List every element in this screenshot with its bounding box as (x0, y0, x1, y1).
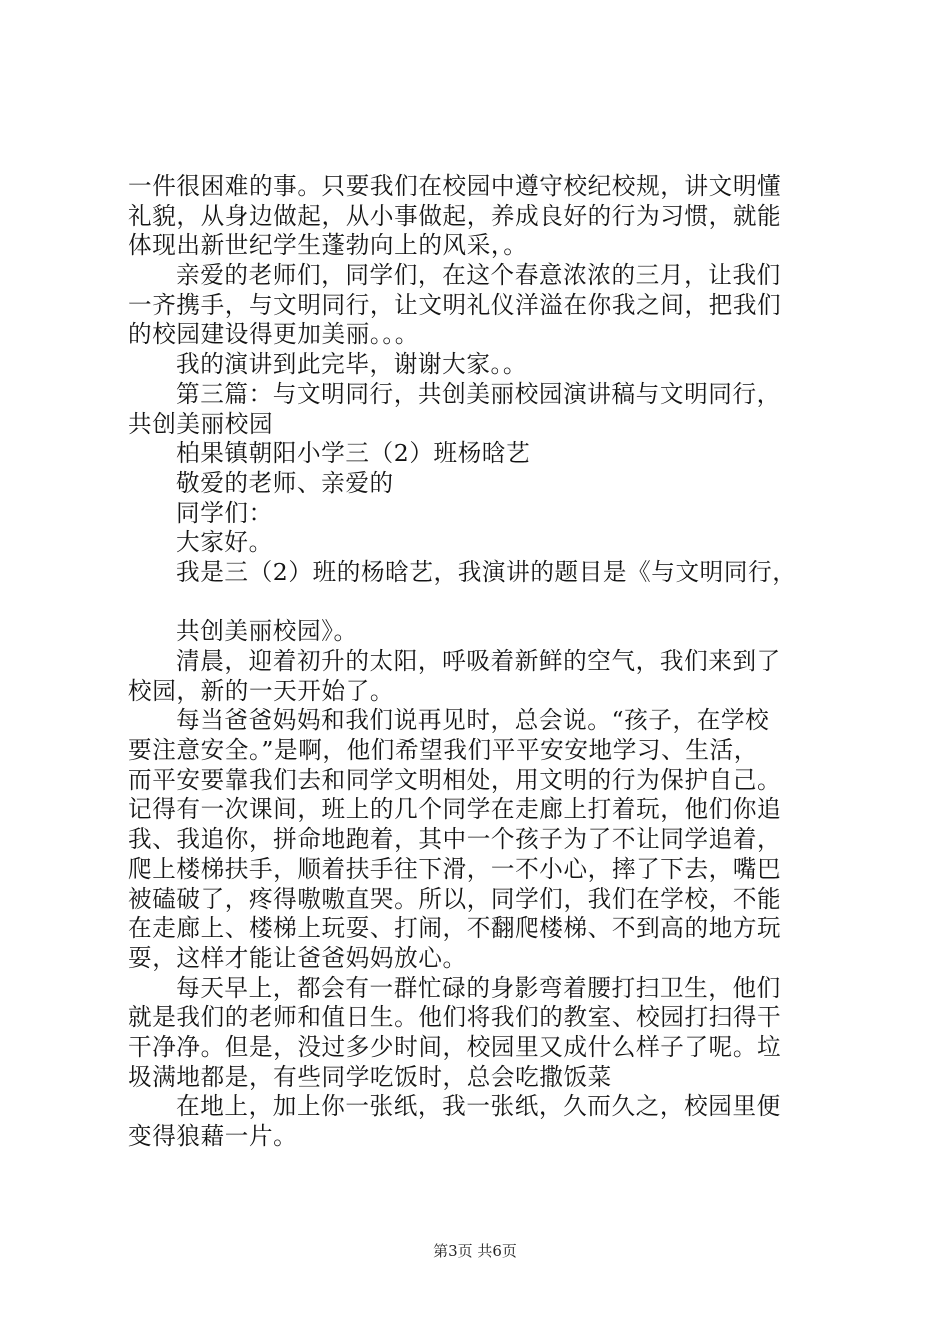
text-line: 的校园建设得更加美丽。。。 (128, 320, 419, 349)
text-line: 每当爸爸妈妈和我们说再见时，总会说。“孩子，在学校 (176, 706, 770, 735)
page-number: 第3页 共6页 (433, 1242, 517, 1260)
greeting-line: 大家好。 (176, 528, 273, 557)
text-line: 变得狼藉一片。 (128, 1122, 298, 1150)
document-body (128, 172, 834, 1152)
section-heading: 共创美丽校园 (128, 409, 274, 438)
text-line: 礼貌，从身边做起，从小事做起，养成良好的行为习惯，就能 (128, 201, 782, 230)
text-line: 一件很困难的事。只要我们在校园中遵守校纪校规，讲文明懂 (128, 172, 782, 200)
text-line: 被磕破了，疼得嗷嗷直哭。所以，同学们，我们在学校，不能 (128, 884, 782, 913)
text-line: 校园，新的一天开始了。 (128, 676, 395, 705)
text-line: 就是我们的老师和值日生。他们将我们的教室、校园打扫得干 (128, 1003, 782, 1032)
text-line: 清晨，迎着初升的太阳，呼吸着新鲜的空气，我们来到了 (176, 647, 781, 675)
author-line: 柏果镇朝阳小学三（2）班杨晗艺 (176, 439, 531, 468)
text-line: 干净净。但是，没过多少时间，校园里又成什么样子了呢。垃 (128, 1032, 782, 1061)
text-line: 要注意安全。”是啊，他们希望我们平平安安地学习、生活， (128, 736, 758, 765)
text-line: 耍，这样才能让爸爸妈妈放心。 (128, 943, 467, 972)
text-line: 一齐携手，与文明同行，让文明礼仪洋溢在你我之间，把我们 (128, 290, 782, 319)
text-line: 每天早上，都会有一群忙碌的身影弯着腰打扫卫生，他们 (176, 973, 781, 1002)
text-line: 在走廊上、楼梯上玩耍、打闹，不翻爬楼梯、不到高的地方玩 (128, 914, 782, 943)
text-line: 我是三（2）班的杨晗艺，我演讲的题目是《与文明同行， (176, 557, 797, 586)
text-line: 我的演讲到此完毕，谢谢大家。。 (176, 350, 528, 379)
salutation-line: 敬爱的老师、亲爱的 (176, 468, 394, 497)
section-heading: 第三篇：与文明同行，共创美丽校园演讲稿与文明同行， (176, 379, 781, 408)
text-line: 体现出新世纪学生蓬勃向上的风采，。 (128, 231, 528, 260)
text-line: 共创美丽校园》。 (176, 617, 358, 646)
text-line: 圾满地都是，有些同学吃饭时，总会吃撒饭菜 (128, 1062, 612, 1091)
salutation-line: 同学们： (176, 498, 273, 527)
text-line: 爬上楼梯扶手，顺着扶手往下滑，一不小心，摔了下去，嘴巴 (128, 854, 782, 883)
text-line: 记得有一次课间，班上的几个同学在走廊上打着玩，他们你追 (128, 795, 782, 824)
text-line: 我、我追你，拼命地跑着，其中一个孩子为了不让同学追着， (128, 825, 782, 854)
text-line: 亲爱的老师们，同学们，在这个春意浓浓的三月，让我们 (176, 261, 781, 290)
blank-line (128, 588, 834, 618)
text-line: 在地上，加上你一张纸，我一张纸，久而久之，校园里便 (176, 1092, 781, 1121)
text-line: 而平安要靠我们去和同学文明相处，用文明的行为保护自己。 (128, 765, 782, 794)
